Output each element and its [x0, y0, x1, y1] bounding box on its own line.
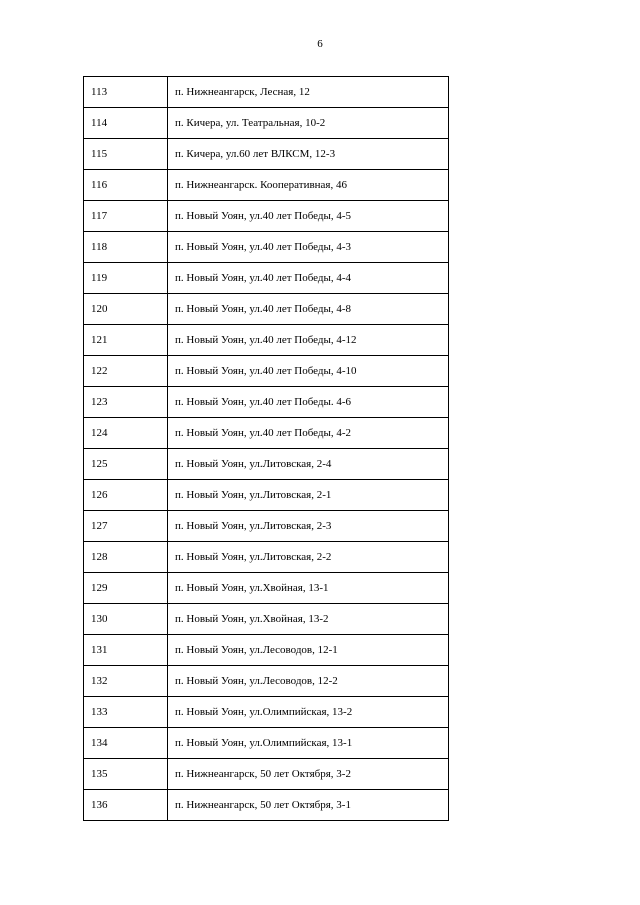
table-row — [84, 108, 449, 139]
table-row — [84, 232, 449, 263]
address-cell: п. Новый Уоян, ул.40 лет Победы, 4-8 — [168, 294, 449, 325]
row-number-cell: 127 — [84, 511, 168, 542]
row-number-cell: 129 — [84, 573, 168, 604]
row-number-cell: 133 — [84, 697, 168, 728]
row-number-cell: 118 — [84, 232, 168, 263]
row-number-cell: 123 — [84, 387, 168, 418]
table-row — [84, 511, 449, 542]
address-cell: п. Нижнеангарск, Лесная, 12 — [168, 77, 449, 108]
table-row — [84, 790, 449, 821]
address-table-body — [84, 77, 449, 821]
table-row — [84, 573, 449, 604]
table-row — [84, 542, 449, 573]
table-row — [84, 449, 449, 480]
address-cell: п. Новый Уоян, ул.Олимпийская, 13-2 — [168, 697, 449, 728]
address-cell: п. Кичера, ул.60 лет ВЛКСМ, 12-3 — [168, 139, 449, 170]
address-cell: п. Новый Уоян, ул.Лесоводов, 12-1 — [168, 635, 449, 666]
table-row — [84, 480, 449, 511]
row-number-cell: 132 — [84, 666, 168, 697]
address-cell: п. Новый Уоян, ул.40 лет Победы, 4-3 — [168, 232, 449, 263]
table-row — [84, 325, 449, 356]
address-cell: п. Кичера, ул. Театральная, 10-2 — [168, 108, 449, 139]
row-number-cell: 114 — [84, 108, 168, 139]
row-number-cell: 113 — [84, 77, 168, 108]
row-number-cell: 131 — [84, 635, 168, 666]
row-number-cell: 126 — [84, 480, 168, 511]
row-number-cell: 116 — [84, 170, 168, 201]
row-number-cell: 122 — [84, 356, 168, 387]
row-number-cell: 128 — [84, 542, 168, 573]
page-number: 6 — [317, 38, 323, 50]
address-cell: п. Нижнеангарск. Кооперативная, 46 — [168, 170, 449, 201]
table-row — [84, 604, 449, 635]
table-row — [84, 139, 449, 170]
address-cell: п. Новый Уоян, ул.40 лет Победы, 4-5 — [168, 201, 449, 232]
address-cell: п. Новый Уоян, ул.Олимпийская, 13-1 — [168, 728, 449, 759]
address-cell: п. Новый Уоян, ул.40 лет Победы, 4-10 — [168, 356, 449, 387]
address-cell: п. Новый Уоян, ул.40 лет Победы, 4-2 — [168, 418, 449, 449]
row-number-cell: 125 — [84, 449, 168, 480]
row-number-cell: 115 — [84, 139, 168, 170]
address-cell: п. Новый Уоян, ул.Литовская, 2-1 — [168, 480, 449, 511]
address-cell: п. Новый Уоян, ул.Литовская, 2-2 — [168, 542, 449, 573]
table-row — [84, 356, 449, 387]
table-row — [84, 728, 449, 759]
table-row — [84, 263, 449, 294]
row-number-cell: 130 — [84, 604, 168, 635]
address-cell: п. Нижнеангарск, 50 лет Октября, 3-2 — [168, 759, 449, 790]
address-cell: п. Новый Уоян, ул.Литовская, 2-3 — [168, 511, 449, 542]
row-number-cell: 134 — [84, 728, 168, 759]
address-cell: п. Новый Уоян, ул.Литовская, 2-4 — [168, 449, 449, 480]
row-number-cell: 136 — [84, 790, 168, 821]
row-number-cell: 124 — [84, 418, 168, 449]
address-cell: п. Нижнеангарск, 50 лет Октября, 3-1 — [168, 790, 449, 821]
address-cell: п. Новый Уоян, ул.Хвойная, 13-2 — [168, 604, 449, 635]
table-row — [84, 294, 449, 325]
table-row — [84, 635, 449, 666]
address-cell: п. Новый Уоян, ул.Хвойная, 13-1 — [168, 573, 449, 604]
address-cell: п. Новый Уоян, ул.40 лет Победы, 4-4 — [168, 263, 449, 294]
table-row — [84, 697, 449, 728]
address-cell: п. Новый Уоян, ул.Лесоводов, 12-2 — [168, 666, 449, 697]
table-row — [84, 387, 449, 418]
address-table — [83, 76, 449, 821]
row-number-cell: 117 — [84, 201, 168, 232]
table-row — [84, 759, 449, 790]
table-row — [84, 666, 449, 697]
table-row — [84, 77, 449, 108]
table-row — [84, 170, 449, 201]
table-row — [84, 418, 449, 449]
row-number-cell: 121 — [84, 325, 168, 356]
row-number-cell: 135 — [84, 759, 168, 790]
row-number-cell: 120 — [84, 294, 168, 325]
row-number-cell: 119 — [84, 263, 168, 294]
address-cell: п. Новый Уоян, ул.40 лет Победы. 4-6 — [168, 387, 449, 418]
address-cell: п. Новый Уоян, ул.40 лет Победы, 4-12 — [168, 325, 449, 356]
table-row — [84, 201, 449, 232]
